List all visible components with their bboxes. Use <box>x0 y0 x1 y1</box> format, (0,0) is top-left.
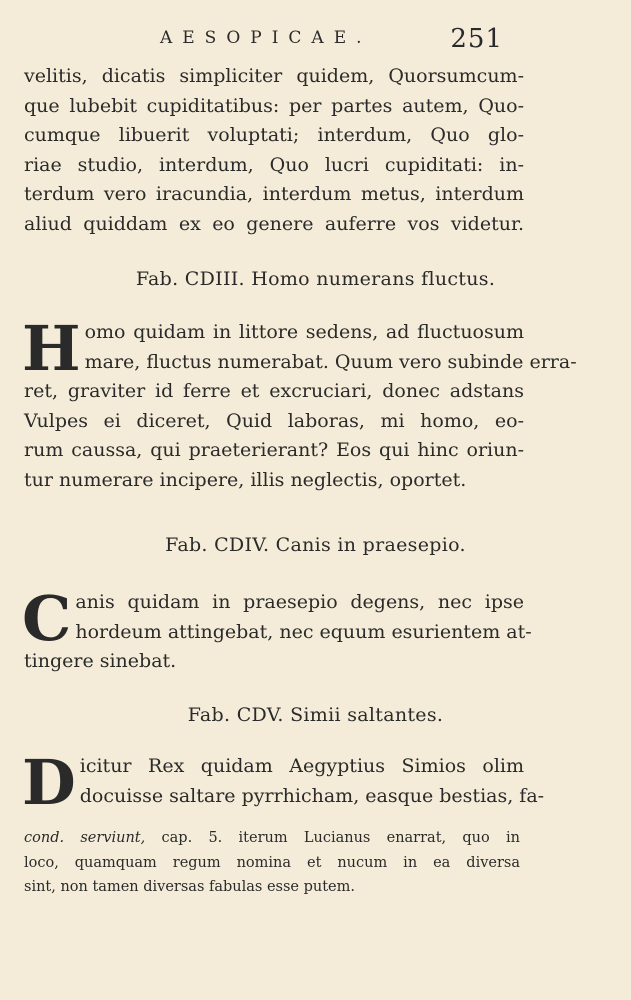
text-line: icitur Rex quidam Aegyptius Simios olim <box>79 755 524 777</box>
footnote-italic: cond. serviunt, <box>24 830 146 846</box>
text-line: cumque libuerit voluptati; interdum, Quo glo- <box>24 124 524 146</box>
text-line: que lubebit cupiditatibus: per partes autem, Quo- <box>24 94 524 117</box>
footnote-text: cap. 5. iterum Lucianus enarrat, quo in <box>145 830 520 846</box>
text-line: rum caussa, qui praeterierant? Eos qui hinc oriun- <box>24 439 524 461</box>
text-line: omo quidam in littore sedens, ad fluctuosum <box>84 321 524 343</box>
drop-cap: D <box>22 746 76 819</box>
footnote-line: sint, non tamen diversas fabulas esse putem. <box>24 879 355 895</box>
footnote-line: loco, quamquam regum nomina et nucum in ea diversa <box>24 854 520 871</box>
text-line: hordeum attingebat, nec equum esurientem at- <box>75 620 532 643</box>
text-line: Vulpes ei diceret, Quid laboras, mi homo, eo- <box>24 409 524 432</box>
text-line: terdum vero iracundia, interdum metus, interdum <box>24 183 524 205</box>
fable-body <box>22 582 532 677</box>
text-line: tur numerare incipere, illis neglectis, oportet. <box>24 468 467 491</box>
footnote-line <box>24 826 520 851</box>
text-line: riae studio, interdum, Quo lucri cupiditati: in- <box>24 153 524 176</box>
drop-cap: H <box>22 312 81 385</box>
fable-body <box>22 746 545 819</box>
intro-paragraph <box>24 62 524 239</box>
text-line: ret, graviter id ferre et excruciari, donec adstans <box>24 380 524 402</box>
text-line: mare, fluctus numerabat. Quum vero subinde erra- <box>84 350 577 373</box>
fable-body <box>22 312 577 495</box>
footnote <box>24 826 520 900</box>
fable-title: Fab. CDIV. Canis in praesepio. <box>165 534 466 556</box>
text-line: docuisse saltare pyrrhicham, easque bestias, fa- <box>79 784 545 807</box>
fable-title: Fab. CDV. Simii saltantes. <box>187 704 444 726</box>
text-line: aliud quiddam ex eo genere auferre vos videtur. <box>24 212 524 235</box>
fable-title: Fab. CDIII. Homo numerans fluctus. <box>135 268 496 290</box>
text-line: velitis, dicatis simpliciter quidem, Quorsumcum- <box>24 65 524 87</box>
text-line: tingere sinebat. <box>24 650 177 672</box>
running-title: AESOPICAE. <box>160 28 372 48</box>
page-number: 251 <box>450 24 503 54</box>
text-line: anis quidam in praesepio degens, nec ipse <box>75 591 524 613</box>
drop-cap: C <box>22 582 72 655</box>
